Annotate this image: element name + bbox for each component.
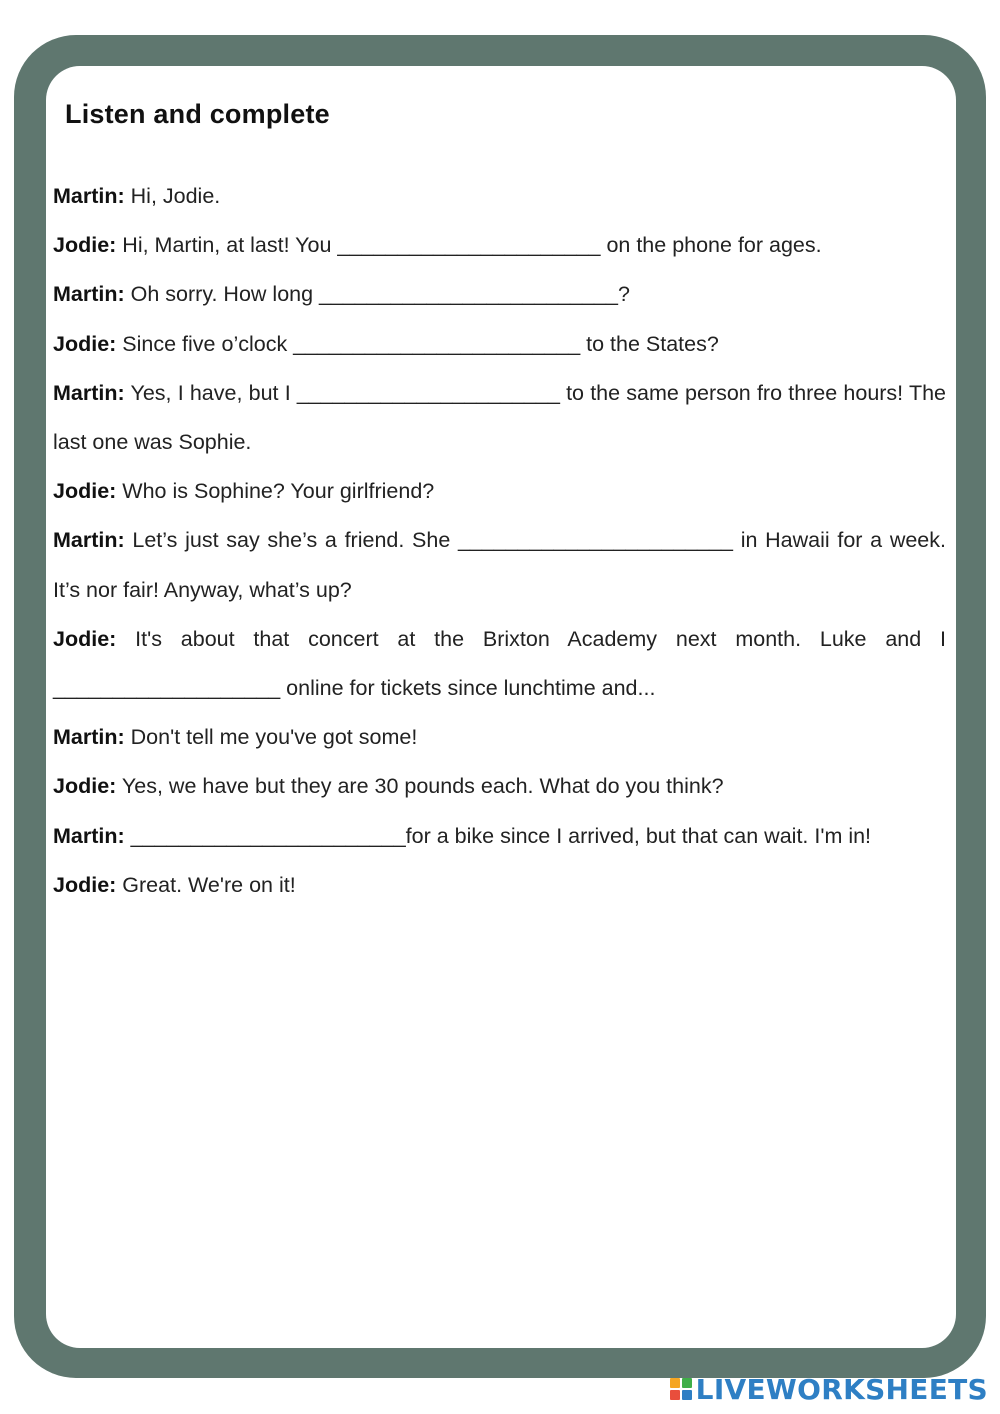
line-text: Oh sorry. How long _________________________? (124, 282, 630, 307)
logo-blocks-icon (670, 1378, 692, 1400)
speaker-name: Jodie: (53, 872, 117, 897)
dialogue-line (53, 270, 946, 319)
dialogue-line (53, 320, 946, 369)
dialogue-line (53, 172, 946, 221)
dialogue-line (53, 861, 946, 910)
logo-block (670, 1390, 680, 1400)
dialogue-line (53, 467, 946, 516)
speaker-name: Martin: (53, 184, 125, 208)
line-text: Don't tell me you've got some! (124, 725, 418, 750)
speaker-name: Jodie: (53, 774, 117, 799)
line-text: Let’s just say she’s a friend. She _______________________ in Hawaii for a week. It’s nor fair! Anyway, what’s up? (53, 528, 946, 602)
logo-text: LIVEWORKSHEETS (695, 1372, 988, 1406)
logo-block (670, 1378, 680, 1388)
speaker-name: Martin: (53, 823, 125, 848)
line-text: Yes, we have but they are 30 pounds each. What do you think? (116, 774, 724, 799)
line-text: Since five o’clock ________________________ to the States? (116, 331, 719, 356)
speaker-name: Jodie: (53, 479, 117, 504)
dialogue-list (53, 172, 946, 910)
speaker-name: Martin: (53, 528, 125, 553)
page-title: Listen and complete (65, 99, 330, 129)
line-text: Great. We're on it! (116, 872, 296, 897)
dialogue-line (53, 812, 946, 861)
dialogue-line (53, 369, 946, 467)
logo-block (682, 1378, 692, 1388)
line-text: Hi, Jodie. (124, 184, 221, 208)
speaker-name: Jodie: (53, 233, 117, 258)
logo-block (682, 1390, 692, 1400)
speaker-name: Martin: (53, 380, 125, 405)
dialogue-line (53, 516, 946, 614)
liveworksheets-logo (670, 1372, 988, 1406)
speaker-name: Martin: (53, 282, 125, 307)
line-text: It's about that concert at the Brixton Academy next month. Luke and I ___________________ online for tickets since lunchtime and... (53, 626, 946, 701)
speaker-name: Jodie: (53, 331, 117, 356)
dialogue-line (53, 713, 946, 762)
line-text: Hi, Martin, at last! You ______________________ on the phone for ages. (116, 233, 822, 258)
dialogue-line (53, 615, 946, 713)
line-text: _______________________for a bike since I arrived, but that can wait. I'm in! (124, 823, 872, 848)
dialogue-line (53, 221, 946, 270)
speaker-name: Martin: (53, 725, 125, 750)
speaker-name: Jodie: (53, 626, 117, 651)
line-text: Who is Sophine? Your girlfriend? (116, 479, 435, 504)
line-text: Yes, I have, but I ______________________ to the same person fro three hours! The last one was Sophie. (53, 380, 946, 455)
dialogue-line (53, 762, 946, 811)
